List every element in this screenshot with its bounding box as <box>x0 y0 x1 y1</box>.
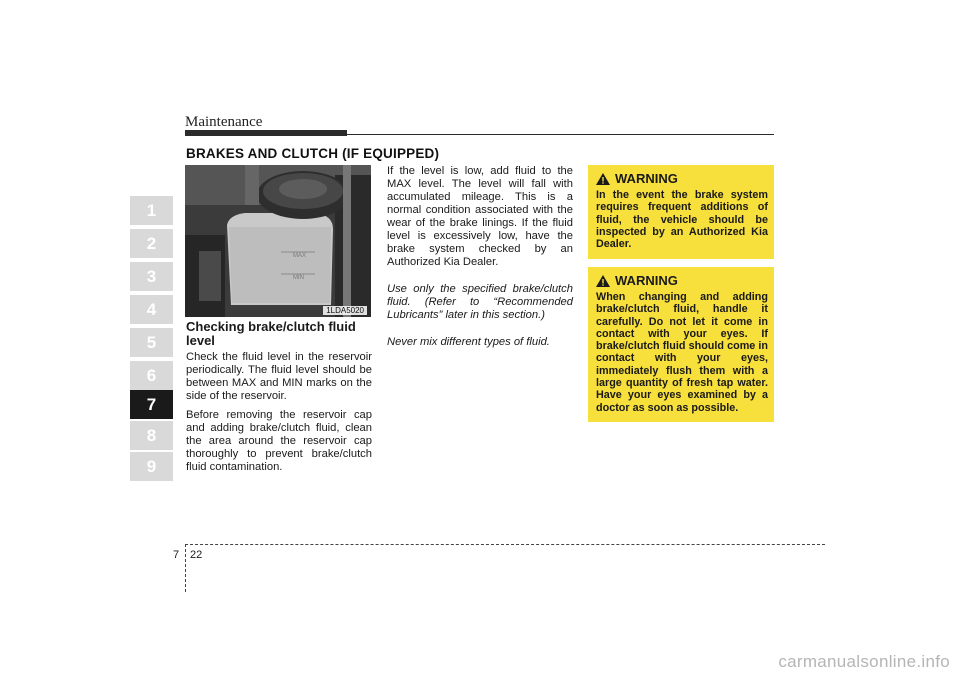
chapter-tab-5[interactable]: 5 <box>130 328 173 357</box>
page-number: 22 <box>190 549 203 561</box>
middle-column-text <box>387 165 573 355</box>
topic-title: BRAKES AND CLUTCH (IF EQUIPPED) <box>186 146 440 161</box>
warning-triangle-icon <box>596 275 610 287</box>
warning-triangle-icon <box>596 173 610 185</box>
chapter-tab-7-active[interactable]: 7 <box>130 390 173 419</box>
paragraph: Before removing the reservoir cap and adding brake/clutch fluid, clean the area around the reservoir cap thoroughly to prevent brake/clutch fluid contamination. <box>186 409 372 473</box>
warning-box <box>588 165 774 259</box>
footer-rule <box>185 544 825 545</box>
left-column-text <box>186 351 372 480</box>
section-title: Maintenance <box>185 114 263 130</box>
brake-reservoir-photo <box>185 165 371 317</box>
chapter-tab-9[interactable]: 9 <box>130 452 173 481</box>
photo-code: 1LDA5020 <box>323 306 367 315</box>
warning-text: In the event the brake system requires frequent additions of fluid, the vehicle should be inspected by an Authorized Kia Dealer. <box>596 189 768 251</box>
subheading: Checking brake/clutch fluid level <box>186 319 356 348</box>
italic-note: Use only the specified brake/clutch fluid. (Refer to “Recommended Lubricants” later in this section.) <box>387 283 573 321</box>
paragraph: Check the fluid level in the reservoir periodically. The fluid level should be between MAX and MIN marks on the side of the reservoir. <box>186 351 372 402</box>
warning-heading <box>596 171 768 186</box>
reservoir-illustration <box>185 165 371 317</box>
paragraph: If the level is low, add fluid to the MAX level. The level will fall with accumulated mileage. This is a normal condition associated with the wear of the brake linings. If the fluid level is excessively low, have the brake system checked by an Authorized Kia Dealer. <box>387 165 573 268</box>
warning-title: WARNING <box>615 171 678 186</box>
max-mark-label: MAX <box>293 253 307 259</box>
chapter-tab-1[interactable]: 1 <box>130 196 173 225</box>
warning-heading <box>596 273 768 288</box>
chapter-tab-2[interactable]: 2 <box>130 229 173 258</box>
chapter-tab-4[interactable]: 4 <box>130 295 173 324</box>
warning-title: WARNING <box>615 273 678 288</box>
header-bar <box>185 130 347 136</box>
chapter-tab-3[interactable]: 3 <box>130 262 173 291</box>
warning-box <box>588 267 774 422</box>
watermark: carmanualsonline.info <box>778 652 950 671</box>
footer-vertical-rule <box>185 544 186 592</box>
page-chapter-number: 7 <box>173 549 180 561</box>
header-rule <box>347 134 774 135</box>
warning-text: When changing and adding brake/clutch fluid, handle it carefully. Do not let it come in contact with your eyes. If brake/clutch fluid should come in contact with your eyes, immediately flush them with a large quantity of fresh tap water. Have your eyes examined by a doctor as soon as possible. <box>596 291 768 414</box>
italic-note: Never mix different types of fluid. <box>387 336 550 348</box>
chapter-tab-8[interactable]: 8 <box>130 421 173 450</box>
min-mark-label: MIN <box>293 275 304 281</box>
chapter-tab-6[interactable]: 6 <box>130 361 173 390</box>
